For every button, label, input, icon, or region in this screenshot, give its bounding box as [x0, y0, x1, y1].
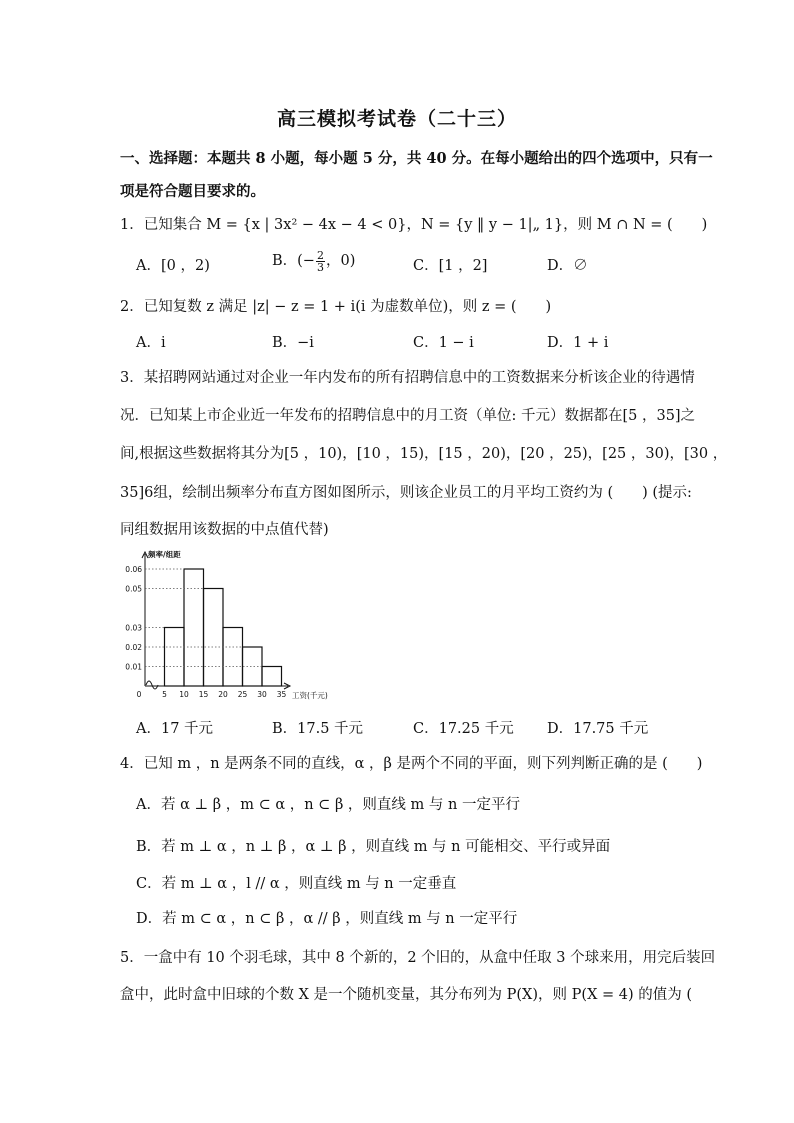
- q4-option-d: D．若 m ⊂ α ，n ⊂ β ，α // β ，则直线 m 与 n 一定平行: [136, 911, 518, 927]
- histogram-bar-1: [165, 628, 185, 687]
- q3-option-c: C．17.25 千元: [413, 721, 514, 737]
- q1-option-b-prefix: B．(−: [272, 253, 315, 269]
- q3-option-b: B．17.5 千元: [272, 721, 364, 737]
- y-tick-label: 0.06: [125, 565, 142, 574]
- x-tick-label: 30: [257, 690, 267, 699]
- q1-option-b: [272, 249, 355, 273]
- section-heading-line1: 一、选择题：本题共 8 小题，每小题 5 分，共 40 分。在每小题给出的四个选项中，只有一: [120, 150, 713, 167]
- histogram-bar-2: [184, 569, 204, 686]
- x-tick-label: 5: [162, 690, 167, 699]
- q2-stem: 2．已知复数 z 满足 |z| − z = 1 + i(i 为虚数单位)，则 z = ( ): [120, 299, 552, 315]
- q2-option-b: B．−i: [272, 335, 314, 351]
- q1-option-b-suffix: ，0): [325, 253, 356, 269]
- y-axis-title: 频率/组距: [148, 550, 181, 559]
- q3-line3: 间,根据这些数据将其分为[5 ，10)，[10 ，15)，[15 ，20)，[20 ，25)，[25 ，30)，[30 ，: [120, 446, 728, 462]
- axis-break: [146, 681, 158, 689]
- histogram-bar-4: [223, 628, 243, 687]
- y-tick-label: 0.03: [125, 623, 142, 633]
- x-tick-label: 25: [237, 690, 248, 699]
- q3-line2: 况．已知某上市企业近一年发布的招聘信息中的月工资（单位: 千元）数据都在[5 ，35]之: [120, 408, 696, 424]
- frequency-histogram: [118, 548, 340, 702]
- q3-line1: 3．某招聘网站通过对企业一年内发布的所有招聘信息中的工资数据来分析该企业的待遇情: [120, 370, 695, 386]
- q2-option-a: A．i: [136, 335, 166, 351]
- histogram-bar-5: [243, 647, 263, 686]
- x-tick-label: 15: [198, 690, 209, 699]
- q3-line4: 35]6组，绘制出频率分布直方图如图所示，则该企业员工的月平均工资约为 ( ) (提示:: [120, 485, 692, 501]
- q1-fraction-denominator: 3: [316, 260, 324, 274]
- section-heading-line2: 项是符合题目要求的。: [120, 183, 265, 200]
- q5-line2: 盒中，此时盒中旧球的个数 X 是一个随机变量，其分布列为 P(X)，则 P(X = 4) 的值为 (: [120, 987, 693, 1003]
- q2-option-c: C．1 − i: [413, 335, 474, 351]
- histogram-bar-3: [204, 589, 224, 687]
- q4-option-c: C．若 m ⊥ α ，l // α ，则直线 m 与 n 一定垂直: [136, 876, 457, 892]
- q1-option-b-fraction: [316, 250, 325, 273]
- q1-option-c: C．[1 ，2]: [413, 258, 488, 274]
- q1-stem: 1．已知集合 M = {x | 3x² − 4x − 4 < 0}，N = {y ‖ y − 1|„ 1}，则 M ∩ N = ( ): [120, 217, 708, 233]
- x-tick-label: 35: [276, 690, 287, 699]
- x-tick-label: 10: [179, 690, 189, 699]
- x-tick-label: 20: [218, 690, 228, 699]
- q3-option-a: A．17 千元: [136, 721, 214, 737]
- q3-option-d: D．17.75 千元: [547, 721, 649, 737]
- q3-line5: 同组数据用该数据的中点值代替): [120, 522, 329, 538]
- histogram-bar-6: [262, 667, 282, 687]
- q1-fraction-numerator: 2: [316, 248, 324, 262]
- q4-option-a: A．若 α ⊥ β ，m ⊂ α ，n ⊂ β ，则直线 m 与 n 一定平行: [136, 797, 520, 813]
- q4-option-b: B．若 m ⊥ α ，n ⊥ β ，α ⊥ β ，则直线 m 与 n 可能相交、平行或异面: [136, 839, 611, 855]
- q2-option-d: D．1 + i: [547, 335, 609, 351]
- origin-label: 0: [136, 690, 142, 699]
- q1-option-a: A．[0 ，2): [136, 258, 210, 274]
- q5-line1: 5．一盒中有 10 个羽毛球，其中 8 个新的，2 个旧的，从盒中任取 3 个球来用，用完后装回: [120, 950, 716, 966]
- q1-option-d: D．∅: [547, 258, 588, 274]
- y-tick-label: 0.05: [125, 584, 142, 594]
- x-axis-title: 工资(千元): [292, 691, 328, 700]
- y-tick-label: 0.02: [125, 643, 142, 652]
- q4-stem: 4．已知 m ，n 是两条不同的直线，α ，β 是两个不同的平面，则下列判断正确的是 ( ): [120, 756, 703, 772]
- page-title: 高三模拟考试卷（二十三）: [276, 108, 517, 130]
- y-tick-label: 0.01: [125, 662, 142, 672]
